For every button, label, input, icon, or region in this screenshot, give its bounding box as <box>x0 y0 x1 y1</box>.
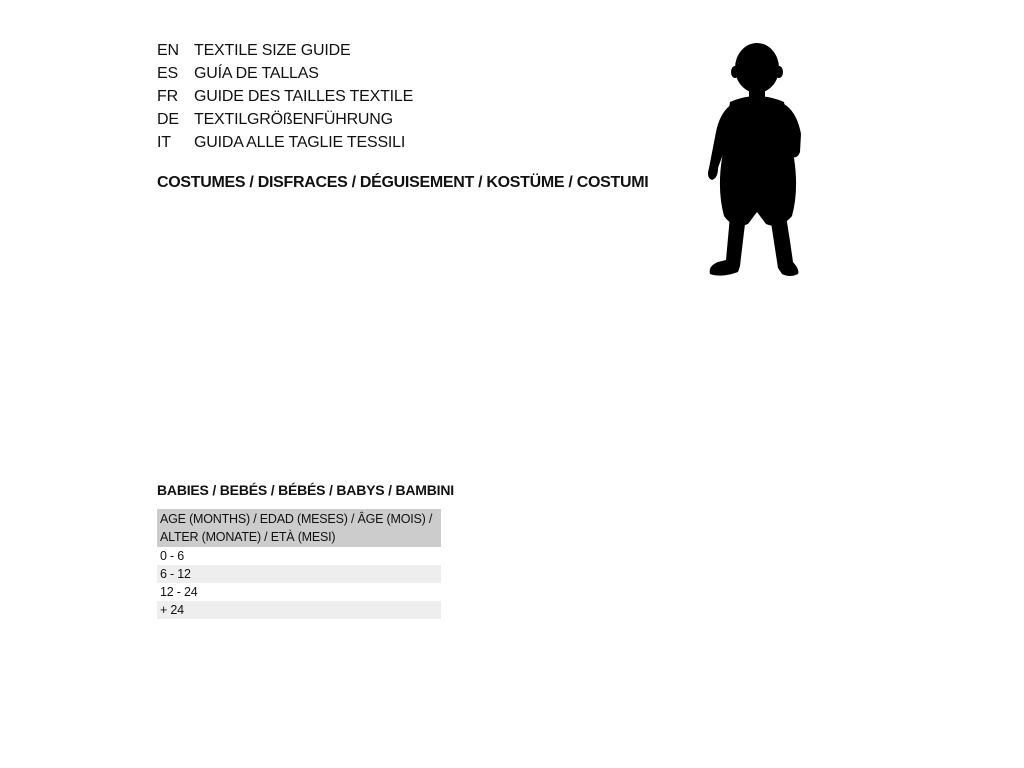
table-row <box>157 565 441 583</box>
language-row-it <box>157 131 413 154</box>
language-title: TEXTILGRÖßENFÜHRUNG <box>194 111 393 128</box>
age-column-header: AGE (MONTHS) / EDAD (MESES) / ÂGE (MOIS) / ALTER (MONATE) / ETÀ (MESI) <box>157 509 441 547</box>
table-row <box>157 547 441 565</box>
language-code: IT <box>157 134 171 151</box>
language-code: EN <box>157 42 179 59</box>
age-cell: 0 - 6 <box>160 549 185 563</box>
age-cell: 12 - 24 <box>160 585 198 599</box>
language-title: TEXTILE SIZE GUIDE <box>194 42 351 59</box>
costumes-subtitle: COSTUMES / DISFRACES / DÉGUISEMENT / KOSTÜME / COSTUMI <box>157 174 649 191</box>
language-title-list <box>157 39 413 154</box>
language-code: DE <box>157 111 179 128</box>
language-row-es <box>157 62 413 85</box>
table-row <box>157 583 441 601</box>
language-code: ES <box>157 65 178 82</box>
age-cell: 6 - 12 <box>157 565 441 583</box>
language-code: FR <box>157 88 178 105</box>
language-title: GUIDE DES TAILLES TEXTILE <box>194 88 414 105</box>
baby-silhouette-icon <box>700 40 810 280</box>
table-row <box>157 601 441 619</box>
size-table <box>157 509 441 619</box>
babies-section-title: BABIES / BEBÉS / BÉBÉS / BABYS / BAMBINI <box>157 482 454 498</box>
language-row-de <box>157 108 413 131</box>
language-title: GUIDA ALLE TAGLIE TESSILI <box>194 134 406 151</box>
age-cell: + 24 <box>157 601 441 619</box>
language-row-fr <box>157 85 413 108</box>
language-row-en <box>157 39 413 62</box>
table-header-row <box>157 509 441 547</box>
language-title: GUÍA DE TALLAS <box>194 65 319 82</box>
